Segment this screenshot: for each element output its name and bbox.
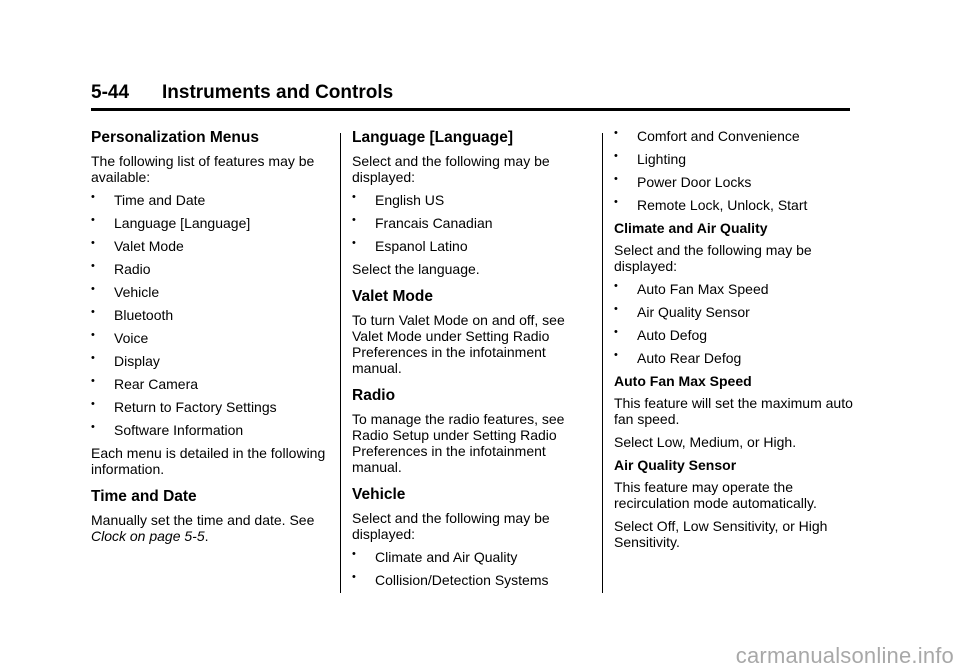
bullet-icon: • xyxy=(91,306,95,318)
list-item xyxy=(91,422,331,438)
list-item-label: Bluetooth xyxy=(114,307,174,323)
language-outro: Select the language. xyxy=(352,261,480,277)
time-and-date-text: Manually set the time and date. See Clock on page 5-5. xyxy=(91,512,315,544)
list-item-label: Time and Date xyxy=(114,192,206,208)
bullet-icon: • xyxy=(352,237,356,249)
bullet-icon: • xyxy=(91,237,95,249)
list-item xyxy=(614,327,854,343)
list-item xyxy=(614,304,854,320)
vehicle-list-continued xyxy=(614,128,854,213)
fan-text: This feature will set the maximum auto fan speed. xyxy=(614,395,853,427)
list-item xyxy=(91,261,331,277)
list-item xyxy=(352,238,592,254)
list-item xyxy=(352,215,592,231)
bullet-icon: • xyxy=(614,150,618,162)
bullet-icon: • xyxy=(614,280,618,292)
list-item-label: Collision/Detection Systems xyxy=(375,572,549,588)
air-quality-select-text: Select Off, Low Sensitivity, or High Sensitivity. xyxy=(614,518,828,550)
section-heading-vehicle: Vehicle xyxy=(352,486,406,503)
list-item-label: Comfort and Convenience xyxy=(637,128,800,144)
bullet-icon: • xyxy=(352,571,356,583)
column-divider-1 xyxy=(340,133,341,593)
list-item xyxy=(352,549,592,565)
list-item xyxy=(91,353,331,369)
bullet-icon: • xyxy=(91,421,95,433)
bullet-icon: • xyxy=(614,196,618,208)
list-item xyxy=(614,174,854,190)
valet-mode-text: To turn Valet Mode on and off, see Valet Mode under Setting Radio Preferences in the infotainment manual. xyxy=(352,312,565,376)
section-heading-personalization-menus: Personalization Menus xyxy=(91,129,259,146)
list-item xyxy=(614,281,854,297)
list-item-label: Lighting xyxy=(637,151,687,167)
list-item xyxy=(614,151,854,167)
bullet-icon: • xyxy=(352,214,356,226)
list-item-label: English US xyxy=(375,192,445,208)
column-3 xyxy=(614,128,854,557)
list-item-label: Voice xyxy=(114,330,149,346)
language-list xyxy=(352,192,592,254)
list-item-label: Auto Fan Max Speed xyxy=(637,281,769,297)
list-item-label: Francais Canadian xyxy=(375,215,493,231)
column-1 xyxy=(91,128,331,551)
fan-select-text: Select Low, Medium, or High. xyxy=(614,434,797,450)
bullet-icon: • xyxy=(614,326,618,338)
list-item-label: Remote Lock, Unlock, Start xyxy=(637,197,808,213)
list-item-label: Display xyxy=(114,353,160,369)
list-item xyxy=(91,376,331,392)
feature-list xyxy=(91,192,331,438)
outro-text: Each menu is detailed in the following information. xyxy=(91,445,326,477)
list-item xyxy=(614,350,854,366)
bullet-icon: • xyxy=(352,191,356,203)
list-item-label: Vehicle xyxy=(114,284,160,300)
subheading-climate-and-air-quality: Climate and Air Quality xyxy=(614,220,768,236)
bullet-icon: • xyxy=(614,127,618,139)
subheading-auto-fan-max-speed: Auto Fan Max Speed xyxy=(614,373,752,389)
list-item xyxy=(91,238,331,254)
list-item-label: Language [Language] xyxy=(114,215,251,231)
list-item xyxy=(614,197,854,213)
bullet-icon: • xyxy=(91,329,95,341)
list-item-label: Auto Rear Defog xyxy=(637,350,742,366)
list-item-label: Software Information xyxy=(114,422,244,438)
page-number: 5-44 xyxy=(91,82,130,103)
bullet-icon: • xyxy=(614,173,618,185)
radio-text: To manage the radio features, see Radio Setup under Setting Radio Preferences in the infotainment manual. xyxy=(352,411,565,475)
bullet-icon: • xyxy=(91,191,95,203)
intro-text: The following list of features may be available: xyxy=(91,153,315,185)
section-heading-radio: Radio xyxy=(352,387,396,404)
page-header xyxy=(91,82,850,111)
list-item-label: Return to Factory Settings xyxy=(114,399,277,415)
list-item-label: Rear Camera xyxy=(114,376,199,392)
bullet-icon: • xyxy=(91,352,95,364)
vehicle-intro: Select and the following may be displayed: xyxy=(352,510,550,542)
vehicle-list xyxy=(352,549,592,588)
list-item xyxy=(91,284,331,300)
list-item-label: Espanol Latino xyxy=(375,238,468,254)
list-item xyxy=(352,192,592,208)
list-item xyxy=(91,215,331,231)
watermark: carmanualsonline.info xyxy=(735,643,954,668)
clock-page-reference: Clock on page 5-5 xyxy=(91,528,205,544)
bullet-icon: • xyxy=(614,349,618,361)
bullet-icon: • xyxy=(91,283,95,295)
subheading-air-quality-sensor: Air Quality Sensor xyxy=(614,457,737,473)
list-item-label: Radio xyxy=(114,261,151,277)
column-2 xyxy=(352,128,592,595)
bullet-icon: • xyxy=(91,260,95,272)
list-item-label: Climate and Air Quality xyxy=(375,549,518,565)
bullet-icon: • xyxy=(91,398,95,410)
section-heading-time-and-date: Time and Date xyxy=(91,488,197,505)
list-item xyxy=(91,192,331,208)
list-item-label: Auto Defog xyxy=(637,327,708,343)
list-item xyxy=(91,330,331,346)
bullet-icon: • xyxy=(352,548,356,560)
climate-intro: Select and the following may be displayed: xyxy=(614,242,812,274)
list-item-label: Air Quality Sensor xyxy=(637,304,750,320)
language-intro: Select and the following may be displayed: xyxy=(352,153,550,185)
list-item xyxy=(352,572,592,588)
chapter-title: Instruments and Controls xyxy=(162,82,394,103)
column-divider-2 xyxy=(602,133,603,593)
bullet-icon: • xyxy=(91,214,95,226)
section-heading-language: Language [Language] xyxy=(352,129,514,146)
climate-list xyxy=(614,281,854,366)
section-heading-valet-mode: Valet Mode xyxy=(352,288,433,305)
list-item xyxy=(91,399,331,415)
list-item-label: Valet Mode xyxy=(114,238,184,254)
list-item xyxy=(91,307,331,323)
bullet-icon: • xyxy=(91,375,95,387)
list-item-label: Power Door Locks xyxy=(637,174,752,190)
list-item xyxy=(614,128,854,144)
air-quality-text: This feature may operate the recirculation mode automatically. xyxy=(614,479,817,511)
bullet-icon: • xyxy=(614,303,618,315)
